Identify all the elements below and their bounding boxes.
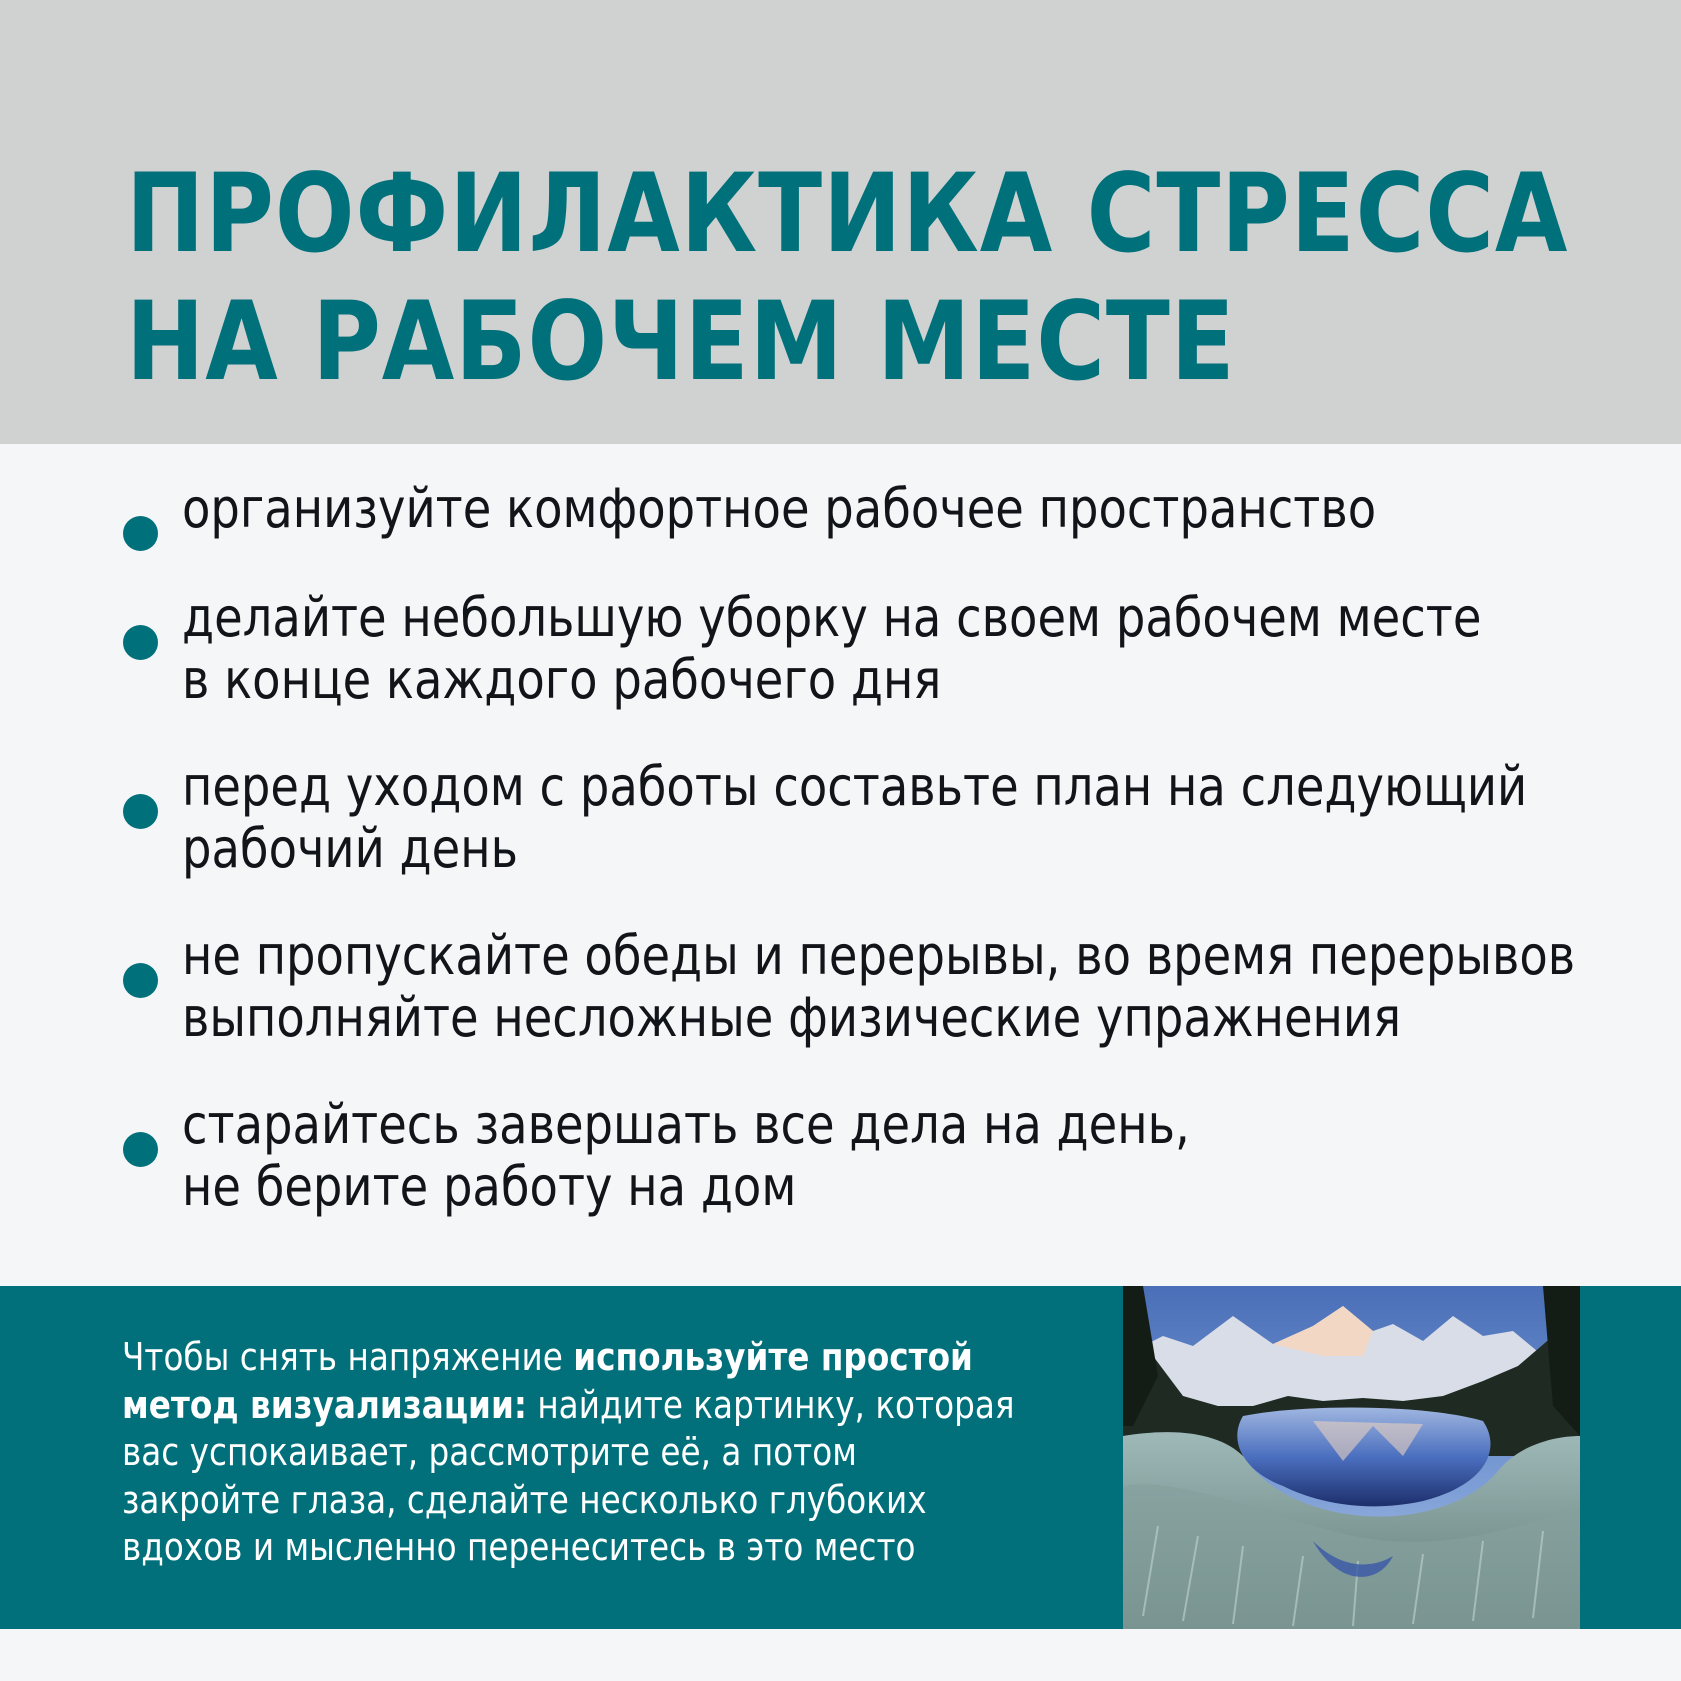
bullet-icon <box>123 625 158 660</box>
tips-list <box>0 444 1681 1286</box>
tip-text: старайтесь завершать все дела на день, не берите работу на дом <box>182 1093 1190 1218</box>
tip-text: организуйте комфортное рабочее пространство <box>182 477 1377 540</box>
tip-text: не пропускайте обеды и перерывы, во время перерывов выполняйте несложные физические упражнения <box>182 924 1576 1049</box>
mountain-lake-photo-icon <box>1123 1286 1580 1629</box>
bullet-icon <box>123 794 158 829</box>
bullet-icon <box>123 1132 158 1167</box>
title-line-2: НА РАБОЧЕМ МЕСТЕ <box>126 278 1236 405</box>
visualization-note: Чтобы снять напряжение используйте простой метод визуализации: найдите картинку, которая вас успокаивает, рассмотрите её, а потом закройте глаза, сделайте несколько глубоких вдохов и мысленно перенеситесь в это место <box>122 1335 1015 1569</box>
bullet-icon <box>123 963 158 998</box>
tip-text: делайте небольшую уборку на своем рабочем месте в конце каждого рабочего дня <box>182 586 1482 711</box>
bullet-icon <box>123 516 158 551</box>
title-line-1: ПРОФИЛАКТИКА СТРЕССА <box>126 150 1569 277</box>
tip-text: перед уходом с работы составьте план на следующий рабочий день <box>182 755 1528 880</box>
header-band <box>0 0 1681 444</box>
page-title <box>126 150 1568 406</box>
